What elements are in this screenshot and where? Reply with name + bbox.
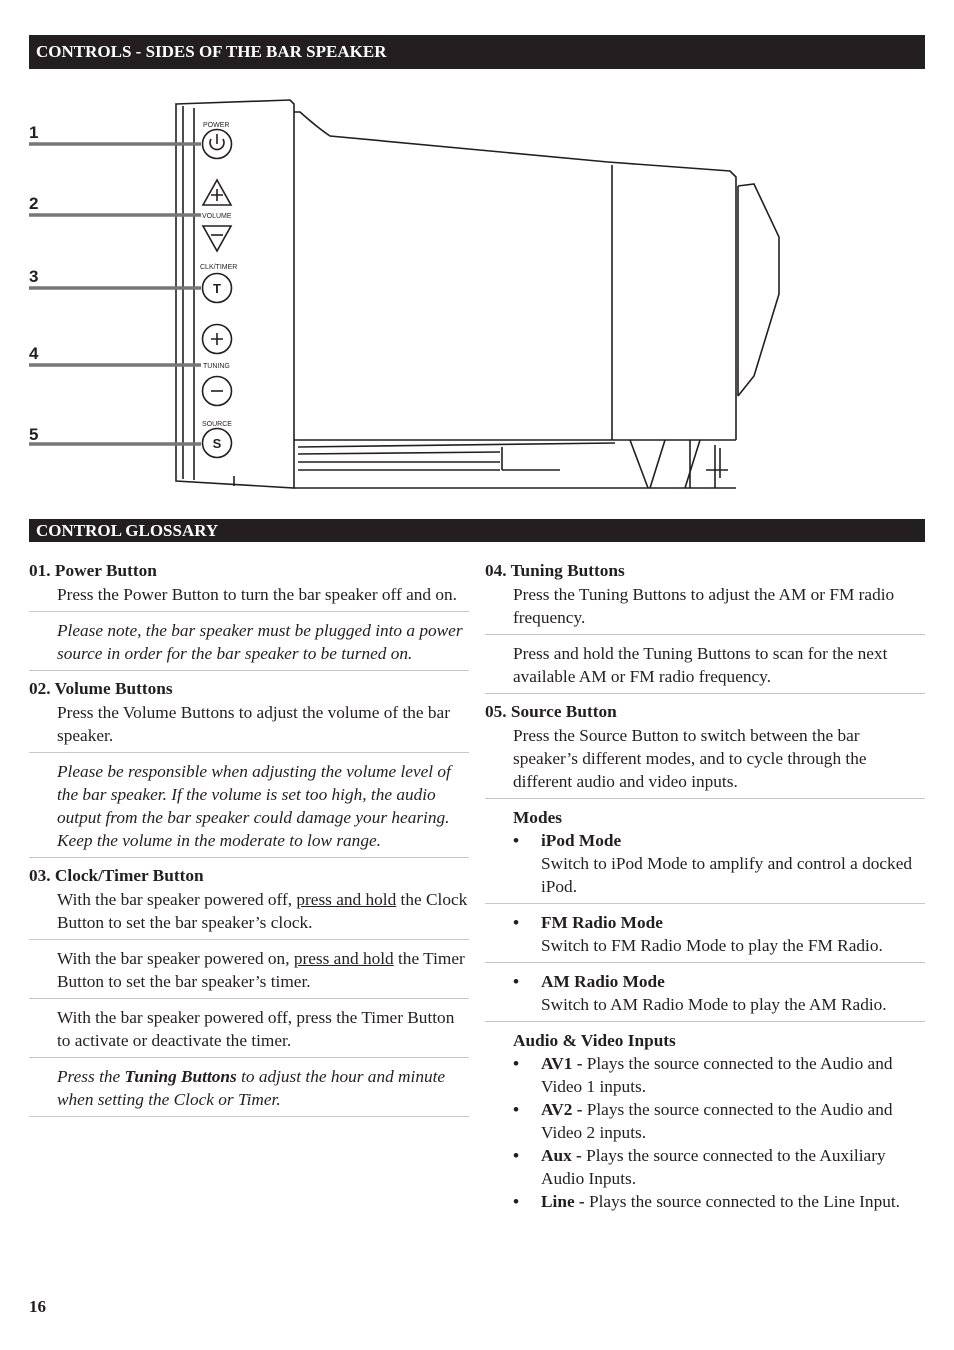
page-number: 16 <box>29 1297 46 1316</box>
mode-am-name: AM Radio Mode <box>541 972 665 991</box>
volume-label: VOLUME <box>202 213 232 220</box>
glossary-right-column <box>485 556 925 1224</box>
mode-fm-name: FM Radio Mode <box>541 913 663 932</box>
av-inputs <box>485 1028 925 1218</box>
power-heading: 01. Power Button <box>29 561 157 580</box>
power-label: POWER <box>203 122 230 129</box>
glossary-left-column <box>29 556 469 1123</box>
source-heading: 05. Source Button <box>485 702 617 721</box>
mode-fm-desc: Switch to FM Radio Mode to play the FM Radio. <box>541 936 883 955</box>
volume-text: Press the Volume Buttons to adjust the volume of the bar speaker. <box>29 700 469 753</box>
input-av1: • AV1 - Plays the source connected to the Audio and Video 1 inputs. <box>513 1054 893 1096</box>
clock-para-3: With the bar speaker powered off, press the Timer Button to activate or deactivate the timer. <box>29 1005 469 1058</box>
section-title: CONTROLS - SIDES OF THE BAR SPEAKER <box>36 42 387 61</box>
tuning-heading: 04. Tuning Buttons <box>485 561 625 580</box>
mode-ipod: Modes • iPod Mode Switch to iPod Mode to amplify and control a docked iPod. <box>485 805 925 904</box>
clock-note: Press the Tuning Buttons to adjust the hour and minute when setting the Clock or Timer. <box>29 1064 469 1117</box>
clk-timer-label: CLK/TIMER <box>200 264 238 271</box>
source-label: SOURCE <box>202 421 232 428</box>
glossary-title: CONTROL GLOSSARY <box>36 521 219 540</box>
volume-heading: 02. Volume Buttons <box>29 679 173 698</box>
input-av2: • AV2 - Plays the source connected to the Audio and Video 2 inputs. <box>513 1100 893 1142</box>
section-header-controls <box>29 35 925 69</box>
power-note: Please note, the bar speaker must be plugged into a power source in order for the bar speaker to be turned on. <box>29 618 469 671</box>
source-glyph: S <box>212 436 222 451</box>
callout-1: 1 <box>29 123 39 142</box>
source-text: Press the Source Button to switch between the bar speaker’s different modes, and to cycle through the different audio and video inputs. <box>485 723 925 799</box>
callout-4: 4 <box>29 344 39 363</box>
mode-fm: • FM Radio Mode Switch to FM Radio Mode to play the FM Radio. <box>485 910 925 963</box>
clock-heading: 03. Clock/Timer Button <box>29 866 204 885</box>
inputs-title: Audio & Video Inputs <box>513 1031 676 1050</box>
section-header-glossary <box>29 519 925 542</box>
bar-speaker-side-diagram <box>0 88 800 498</box>
clock-para-1: With the bar speaker powered off, press and hold the Clock Button to set the bar speaker’s clock. <box>29 887 469 940</box>
volume-note: Please be responsible when adjusting the volume level of the bar speaker. If the volume is set too high, the audio output from the bar speaker could damage your hearing. Keep the volume in the moderate to low range. <box>29 759 469 858</box>
mode-am-desc: Switch to AM Radio Mode to play the AM Radio. <box>541 995 887 1014</box>
timer-glyph: T <box>213 281 221 296</box>
mode-ipod-name: iPod Mode <box>541 831 622 850</box>
tuning-label: TUNING <box>203 363 230 370</box>
callout-5: 5 <box>29 425 39 444</box>
tuning-para-1: Press the Tuning Buttons to adjust the AM or FM radio frequency. <box>485 582 925 635</box>
mode-am: • AM Radio Mode Switch to AM Radio Mode to play the AM Radio. <box>485 969 925 1022</box>
clock-para-2: With the bar speaker powered on, press and hold the Timer Button to set the bar speaker’s timer. <box>29 946 469 999</box>
callout-2: 2 <box>29 194 39 213</box>
input-aux: • Aux - Plays the source connected to the Auxiliary Audio Inputs. <box>513 1146 886 1188</box>
tuning-para-2: Press and hold the Tuning Buttons to scan for the next available AM or FM radio frequency. <box>485 641 925 694</box>
mode-ipod-desc: Switch to iPod Mode to amplify and control a docked iPod. <box>541 854 913 896</box>
input-line: • Line - Plays the source connected to the Line Input. <box>513 1192 900 1211</box>
power-text: Press the Power Button to turn the bar speaker off and on. <box>29 582 469 612</box>
modes-title: Modes <box>513 808 562 827</box>
callout-3: 3 <box>29 267 39 286</box>
